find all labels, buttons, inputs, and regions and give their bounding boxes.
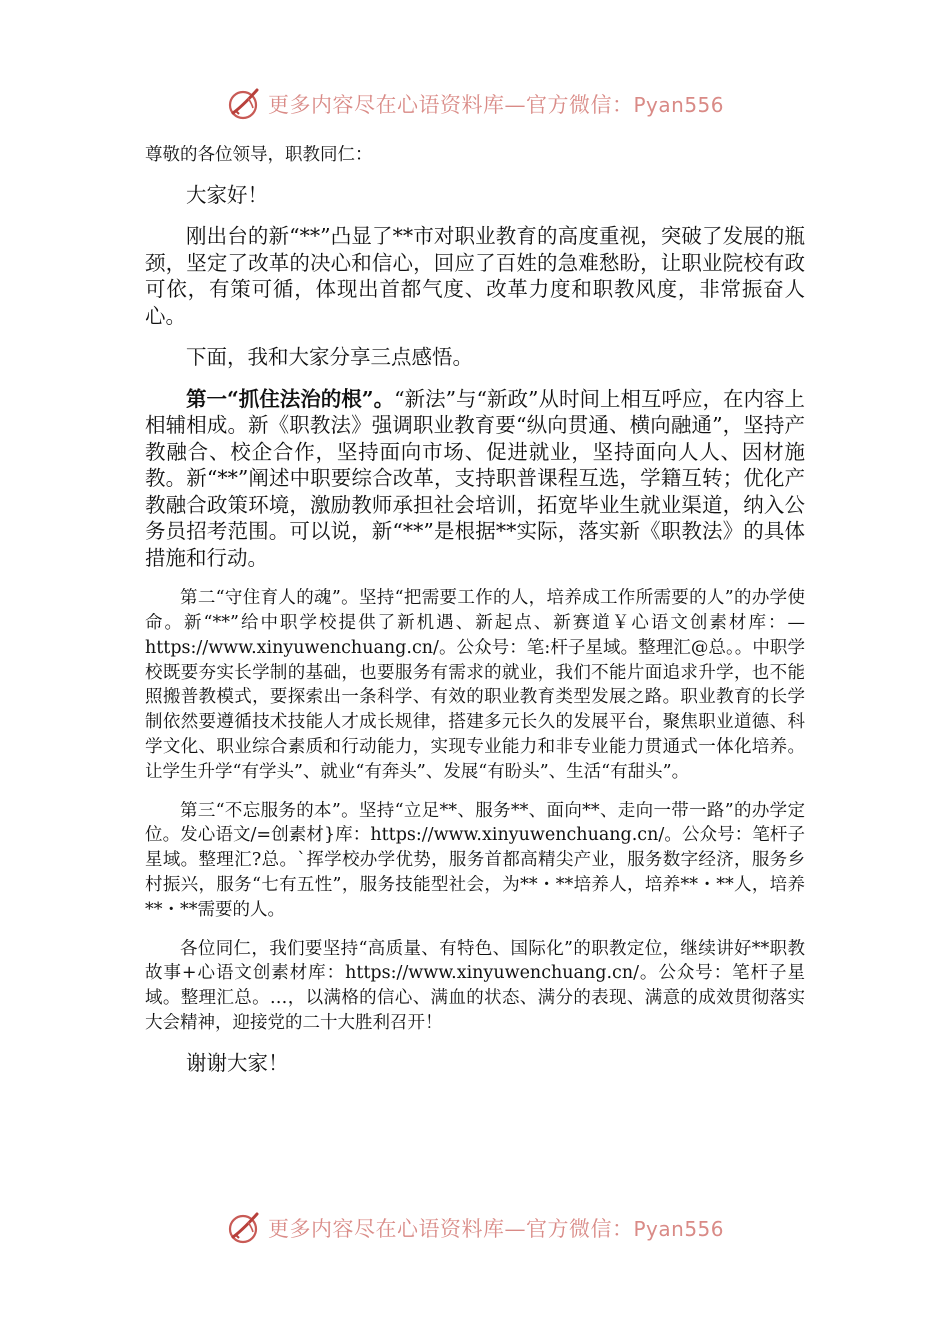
watermark-text [268, 89, 724, 119]
paragraph-point-three: 第三“不忘服务的本”。坚持“立足**、服务**、面向**、走向一带一路”的办学定位。发心语文/=创素材}库：https://www.xinyuwenchuang.cn/。公众号：笔杆子星域。整理汇?总。`挥学校办学优势，服务首都高精尖产业，服务数字经济，服务乡村振兴，服务“七有五性”，服务技能型社会，为**・**培养人，培养**・**人，培养**・**需要的人。 [145, 800, 805, 920]
paragraph-point-one [145, 386, 805, 572]
hello-line: 大家好！ [186, 182, 268, 207]
paragraph-point-two: 第二“守住育人的魂”。坚持“把需要工作的人，培养成工作所需要的人”的办学使命。新“**”给中职学校提供了新机遇、新起点、新赛道￥心语文创素材库：—https://www.xinyuwenchuang.cn/。公众号：笔:杆子星域。整理汇@总。。中职学校既要夯实长学制的基础，也要服务有需求的就业，我们不能片面追求升学，也不能照搬普教模式，要探索出一条科学、有效的职业教育类型发展之路。职业教育的长学制依然要遵循技术技能人才成长规律，搭建多元长久的发展平台，聚焦职业道德、科学文化、职业综合素质和行动能力，实现专业能力和非专业能力贯通式一体化培养。让学生升学“有学头”、就业“有奔头”、发展“有盼头”、生活“有甜头”。 [145, 588, 805, 782]
watermark-handle: Pyan556 [633, 1217, 724, 1241]
document-body [145, 143, 805, 1076]
paragraph-conclusion: 各位同仁，我们要坚持“高质量、有特色、国际化”的职教定位，继续讲好**职教故事+心语文创素材库：https://www.xinyuwenchuang.cn/。公众号：笔杆子星域。整理汇总。…，以满格的信心、满血的状态、满分的表现、满意的成效贯彻落实大会精神，迎接党的二十大胜利召开！ [145, 938, 805, 1034]
watermark-handle: Pyan556 [633, 93, 724, 117]
watermark-text [268, 1213, 724, 1243]
watermark-label: 更多内容尽在心语资料库—官方微信： [267, 93, 634, 117]
paragraph-intro: 刚出台的新“**”凸显了**市对职业教育的高度重视，突破了发展的瓶颈，坚定了改革的决心和信心，回应了百姓的急难愁盼，让职业院校有政可依，有策可循，体现出首都气度、改革力度和职教风度，非常振奋人心。 [145, 224, 805, 328]
point-one-heading: 第一“抓住法治的根”。 [186, 386, 395, 411]
header-watermark [0, 82, 950, 126]
point-one-body: “新法”与“新政”从时间上相互呼应，在内容上相辅相成。新《职教法》强调职业教育要“纵向贯通、横向融通”，坚持产教融合、校企合作，坚持面向市场、促进就业，坚持面向人人、因材施教。新“**”阐述中职要综合改革，支持职普课程互选，学籍互转；优化产教融合政策环境，激励教师承担社会培训，拓宽毕业生就业渠道，纳入公务员招考范围。可以说，新“**”是根据**实际，落实新《职教法》的具体措施和行动。 [145, 386, 806, 570]
brush-logo-icon [226, 1210, 262, 1246]
watermark-label: 更多内容尽在心语资料库—官方微信： [267, 1217, 634, 1241]
brush-logo-icon [226, 86, 262, 122]
paragraph-share: 下面，我和大家分享三点感悟。 [186, 345, 473, 370]
closing-line: 谢谢大家！ [186, 1050, 289, 1075]
footer-watermark [0, 1206, 950, 1250]
greeting-line: 尊敬的各位领导，职教同仁： [145, 145, 373, 165]
